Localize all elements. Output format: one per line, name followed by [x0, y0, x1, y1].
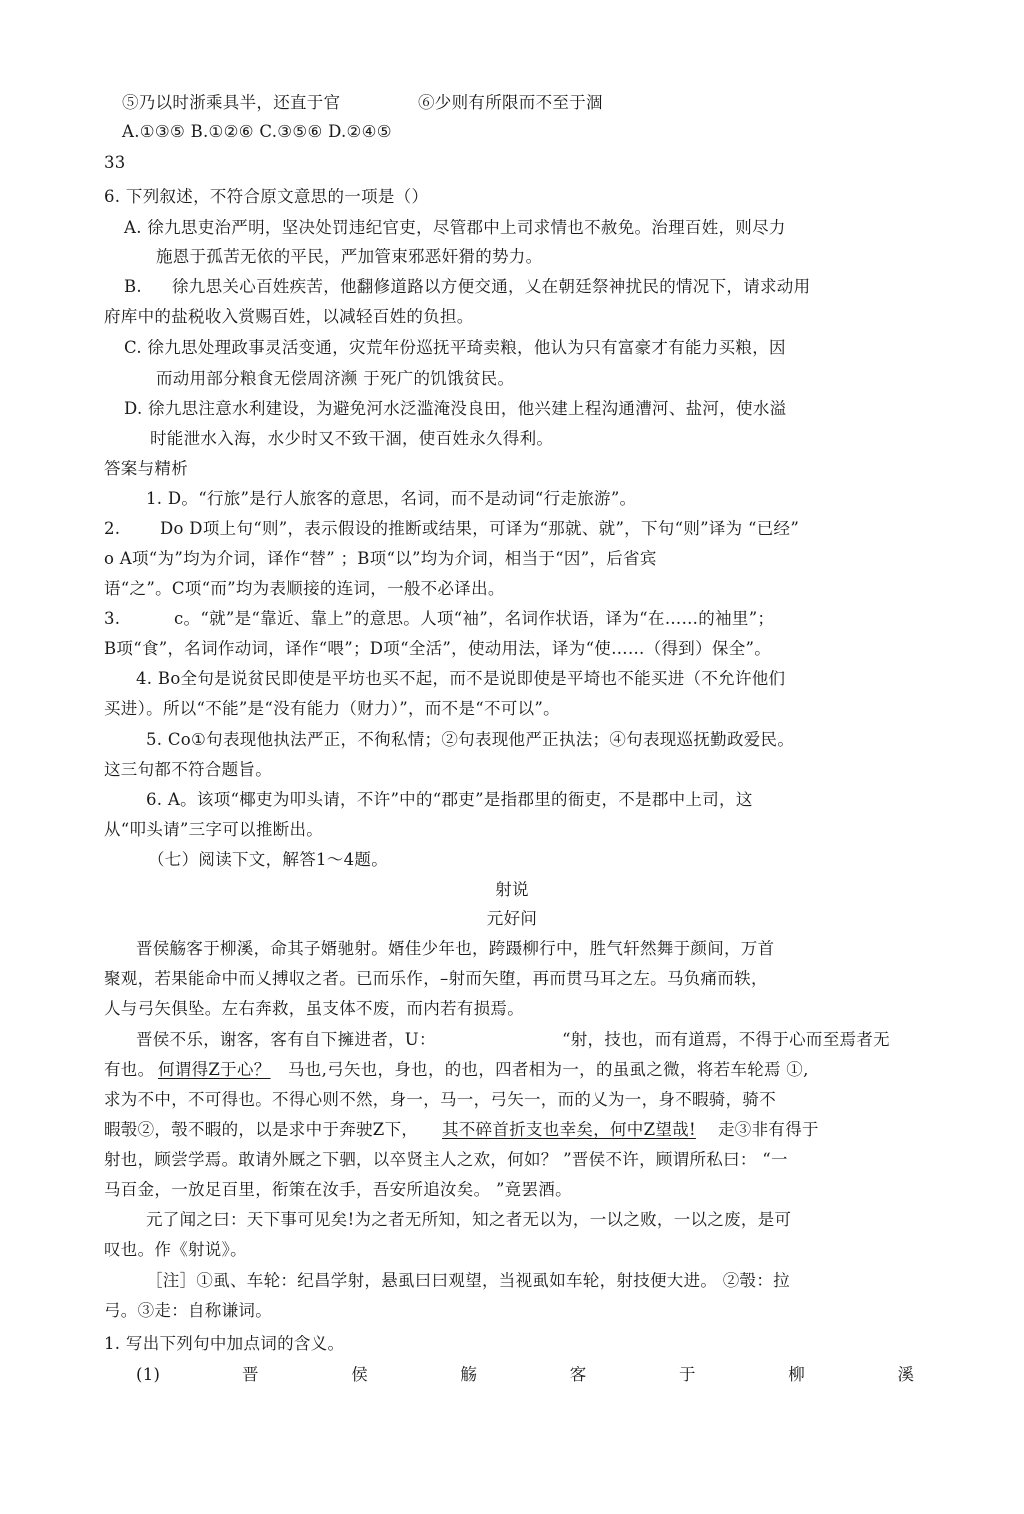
passage-para-2-line-4a: 暇彀②，彀不暇的，以是求中于奔驶Z下，	[104, 1120, 419, 1139]
option-a-line-1: A. 徐九思吏治严明，坚决处罚违纪官吏，尽管郡中上司求情也不赦免。治理百姓，则尽力	[124, 218, 786, 237]
answer-2-line-2: o A项“为”均为介词，译作“替” ；B项“以”均为介词，相当于“因”，后省宾	[104, 549, 657, 568]
passage-para-2-line-2b: 马也,弓矢也，身也，的也，四者相为一，的虽虱之微，将若车轮焉 ①,	[288, 1060, 809, 1079]
spread-char: 柳	[788, 1365, 805, 1384]
passage-para-2-line-4b: 走③非有得于	[718, 1120, 819, 1139]
question-1-item-1-sentence	[242, 1364, 914, 1386]
passage-para-1-line-1: 晋侯觞客于柳溪，命其子婿驰射。婿佳少年也，跨蹑柳行中，胜气轩然舞于颜间，万首	[136, 939, 775, 958]
passage-para-2-line-5: 射也，顾尝学焉。敢请外厩之下驷，以卒贤主人之欢，何如？ ”晋侯不许，顾谓所私曰： “一	[104, 1150, 788, 1169]
underlined-sentence-1: 何谓得Z于心？	[158, 1060, 271, 1079]
passage-para-2-line-3: 求为不中，不可得也。不得心则不然，身一，马一，弓矢一，而的乂为一，身不暇骑，骑不	[104, 1090, 776, 1109]
answer-2-number: 2.	[104, 519, 121, 538]
spread-char: 于	[679, 1365, 696, 1384]
passage-para-2-line-1a: 晋侯不乐，谢客，客有自下擁进者，U：	[136, 1030, 436, 1049]
passage-author: 元好问	[486, 909, 538, 928]
answer-1: 1. D。“行旅”是行人旅客的意思，名词，而不是动词“行走旅游”。	[146, 489, 637, 508]
option-c-line-1: C. 徐九思处理政事灵活变通，灾荒年份巡抚平琦卖粮，他认为只有富豪才有能力买粮，因	[124, 338, 786, 357]
section-7-instruction: （七）阅读下文，解答1～4题。	[148, 850, 388, 869]
underlined-sentence-2: 其不碎首折支也幸矣，何中Z望哉!	[442, 1120, 696, 1139]
question-1-item-1-label: (1)	[136, 1365, 161, 1384]
answer-2-line-3: 语“之”。C项“而”均为表顺接的连词，一般不必译出。	[104, 579, 505, 598]
notes-line-1: ［注］①虱、车轮：纪昌学射，悬虱曰曰观望，当视虱如车轮，射技便大进。 ②彀：拉	[146, 1271, 790, 1290]
option-b-line-2: 府库中的盐税收入赏赐百姓，以减轻百姓的负担。	[104, 307, 474, 326]
answer-3-line-1: c。“就”是“靠近、靠上”的意思。人项“袖”，名词作状语，译为“在……的袖里”；	[174, 609, 775, 628]
page-number: 33	[104, 153, 126, 172]
option-c-line-2: 而动用部分粮食无偿周济濒 于死广的饥饿贫民。	[156, 369, 515, 388]
option-line-5: ⑤乃以时浙乘具半，还直于官	[122, 93, 341, 112]
passage-para-1-line-3: 人与弓矢俱坠。左右奔救，虽支体不废，而内若有损焉。	[104, 999, 524, 1018]
answers-heading: 答案与精析	[104, 459, 188, 478]
answer-4-line-2: 买进）。所以“不能”是“没有能力（财力）”，而不是“不可以”。	[104, 699, 560, 718]
passage-para-3-line-1: 元了闻之曰：天下事可见矣!为之者无所知，知之者无以为，一以之败，一以之废，是可	[146, 1210, 792, 1229]
option-a-line-2: 施恩于孤苦无依的平民，严加管束邪恶奸猾的势力。	[156, 247, 543, 266]
question-1: 1. 写出下列句中加点词的含义。	[104, 1334, 345, 1353]
passage-title: 射说	[495, 880, 529, 899]
option-line-6: ⑥少则有所限而不至于涸	[418, 93, 603, 112]
answer-3-number: 3.	[104, 609, 121, 628]
spread-char: 晋	[242, 1365, 259, 1384]
answer-2-line-1: Do D项上句“则”，表示假设的推断或结果，可译为“那就、就”，下句“则”译为 “已经”	[160, 519, 800, 538]
question-6: 6. 下列叙述，不符合原文意思的一项是（）	[104, 187, 429, 206]
passage-para-3-line-2: 叹也。作《射说》。	[104, 1240, 247, 1259]
answer-4-line-1: 4. Bo全句是说贫民即使是平坊也买不起，而不是说即使是平埼也不能买进（不允许他们	[136, 669, 786, 688]
answer-5-line-1: 5. Co①句表现他执法严正，不徇私情；②句表现他严正执法；④句表现巡抚勤政爱民。	[146, 730, 795, 749]
answer-5-line-2: 这三句都不符合题旨。	[104, 760, 272, 779]
passage-para-2-line-1b: “射，技也，而有道焉，不得于心而至焉者无	[562, 1030, 890, 1049]
spread-char: 客	[569, 1365, 587, 1384]
answer-6-line-2: 从“叩头请”三字可以推断出。	[104, 820, 324, 839]
notes-line-2: 弓。③走：自称谦词。	[104, 1301, 272, 1320]
passage-para-1-line-2: 聚观，若果能命中而乂搏収之者。已而乐作，–射而矢堕，再而贯马耳之左。马负痛而轶，	[104, 969, 768, 988]
spread-char: 侯	[351, 1365, 368, 1384]
option-b-label: B.	[124, 277, 142, 296]
spread-char: 溪	[897, 1365, 914, 1384]
option-d-line-1: D. 徐九思注意水利建设，为避免河水泛滥淹没良田，他兴建上程沟通漕河、盐河，使水溢	[124, 399, 787, 418]
option-d-line-2: 时能泄水入海，水少时又不致干涸，使百姓永久得利。	[150, 429, 554, 448]
passage-para-2-line-6: 马百金，一放足百里，衔策在汝手，吾安所追汝矣。 ”竟罢酒。	[104, 1180, 572, 1199]
spread-char: 觞	[460, 1365, 477, 1384]
answer-choices: A.①③⑤ B.①②⑥ C.③⑤⑥ D.②④⑤	[122, 122, 392, 141]
passage-para-2-line-2a: 有也。	[104, 1060, 155, 1079]
answer-3-line-2: B项“食”，名词作动词，译作“喂”；D项“全活”，使动用法，译为“使……（得到）保全”。	[104, 639, 772, 658]
option-b-line-1: 徐九思关心百姓疾苦，他翻修道路以方便交通，乂在朝廷祭神扰民的情况下，请求动用	[172, 277, 811, 296]
answer-6-line-1: 6. A。该项“椰吏为叩头请，不许”中的“郡吏”是指郡里的衙吏，不是郡中上司，这	[146, 790, 753, 809]
